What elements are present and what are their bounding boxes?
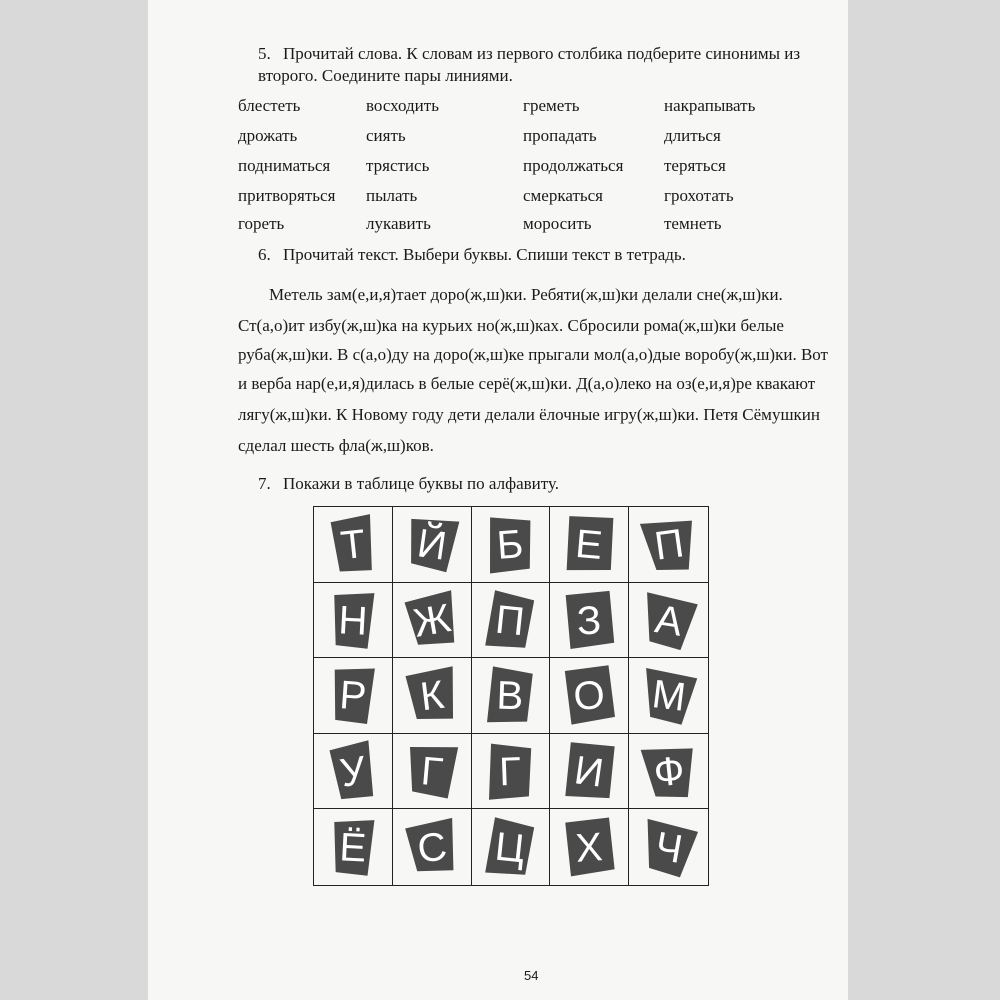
letter-tile — [557, 663, 621, 727]
letter-tile — [478, 815, 542, 879]
synonym-word: смеркаться — [523, 186, 604, 205]
letter-tile — [321, 512, 385, 576]
synonym-word: пропадать — [523, 126, 597, 145]
letter-tile — [400, 815, 464, 879]
letter-tile — [321, 739, 385, 803]
letter-tile — [637, 663, 701, 727]
tile-letter: Т — [338, 522, 368, 569]
letter-tile — [637, 739, 701, 803]
tile-letter: П — [493, 597, 527, 645]
synonym-word: пылать — [366, 186, 418, 205]
letter-tile — [321, 663, 385, 727]
tile-letter: И — [571, 748, 607, 796]
letter-cell[interactable] — [314, 734, 393, 810]
letter-cell[interactable] — [550, 809, 629, 885]
letter-cell[interactable] — [550, 734, 629, 810]
synonym-word: сиять — [366, 126, 406, 145]
letter-tile — [478, 663, 542, 727]
letter-cell[interactable] — [472, 583, 551, 659]
synonym-word: моросить — [523, 214, 592, 233]
task7-title: Покажи в таблице буквы по алфавиту. — [283, 474, 560, 493]
tile-letter: С — [414, 824, 450, 872]
letter-cell[interactable] — [472, 809, 551, 885]
tile-letter: Ж — [409, 596, 454, 646]
task5-line1: Прочитай слова. К словам из первого столбика подберите синонимы из — [283, 44, 801, 63]
task5-line2: второго. Соедините пары линиями. — [258, 66, 513, 85]
tile-letter: Р — [337, 673, 368, 720]
tile-letter: М — [649, 672, 688, 721]
letter-tile — [400, 739, 464, 803]
letter-cell[interactable] — [393, 507, 472, 583]
synonym-word: накрапывать — [664, 96, 756, 115]
synonym-word: лукавить — [366, 214, 431, 233]
letter-cell[interactable] — [629, 507, 708, 583]
task6-title: Прочитай текст. Выбери буквы. Спиши текст в тетрадь. — [283, 245, 686, 264]
letter-tile — [557, 739, 621, 803]
letter-tile — [478, 739, 542, 803]
letter-tile — [321, 588, 385, 652]
letter-cell[interactable] — [472, 507, 551, 583]
letter-cell[interactable] — [314, 658, 393, 734]
letter-table — [313, 506, 709, 886]
synonym-word: греметь — [523, 96, 580, 115]
text-line: и верба нар(е,и,я)дилась в белые серё(ж,ш)ки. Д(а,о)леко на оз(е,и,я)ре квакают — [238, 374, 816, 393]
tile-letter: Ц — [493, 824, 528, 872]
tile-letter: Ч — [651, 824, 686, 873]
synonym-word: подниматься — [238, 156, 331, 175]
tile-letter: П — [651, 521, 687, 570]
letter-cell[interactable] — [393, 583, 472, 659]
tile-letter: Ф — [651, 748, 687, 796]
page-number: 54 — [524, 968, 539, 983]
letter-tile — [400, 663, 464, 727]
tile-letter: Ё — [338, 825, 368, 871]
letter-cell[interactable] — [629, 583, 708, 659]
tile-letter: Г — [418, 749, 445, 795]
synonym-word: теряться — [664, 156, 726, 175]
tile-letter: З — [576, 598, 603, 644]
synonym-word: блестеть — [238, 96, 301, 115]
letter-tile — [637, 588, 701, 652]
letter-cell[interactable] — [472, 658, 551, 734]
letter-tile — [478, 512, 542, 576]
task7-number: 7. — [258, 474, 271, 493]
letter-tile — [637, 815, 701, 879]
synonym-word: притворяться — [238, 186, 336, 205]
synonym-word: восходить — [366, 96, 439, 115]
tile-letter: У — [337, 748, 370, 796]
synonym-word: гореть — [238, 214, 285, 233]
letter-tile — [557, 815, 621, 879]
letter-tile — [557, 588, 621, 652]
tile-letter: Н — [337, 598, 369, 644]
synonym-word: дрожать — [238, 126, 298, 145]
letter-cell[interactable] — [629, 734, 708, 810]
letter-tile — [478, 588, 542, 652]
synonym-word: трястись — [366, 156, 430, 175]
letter-cell[interactable] — [629, 809, 708, 885]
letter-cell[interactable] — [550, 658, 629, 734]
task6-number: 6. — [258, 245, 271, 264]
task5-number: 5. — [258, 44, 271, 63]
synonym-word: продолжаться — [523, 156, 624, 175]
tile-letter: Г — [498, 749, 523, 795]
letter-tile — [400, 588, 464, 652]
tile-letter: Е — [573, 522, 605, 569]
tile-letter: Й — [414, 521, 449, 570]
letter-cell[interactable] — [314, 809, 393, 885]
tile-letter: А — [651, 597, 686, 645]
letter-cell[interactable] — [472, 734, 551, 810]
letter-cell[interactable] — [629, 658, 708, 734]
letter-cell[interactable] — [393, 658, 472, 734]
synonym-word: длиться — [664, 126, 721, 145]
tile-letter: Х — [574, 825, 605, 872]
tile-letter: В — [496, 674, 525, 719]
letter-cell[interactable] — [393, 809, 472, 885]
text-line: руба(ж,ш)ки. В с(а,о)ду на доро(ж,ш)ке прыгали мол(а,о)дые воробу(ж,ш)ки. Вот — [238, 345, 828, 364]
synonym-word: темнеть — [664, 214, 722, 233]
text-line: Ст(а,о)ит избу(ж,ш)ка на курьих но(ж,ш)ках. Сбросили рома(ж,ш)ки белые — [238, 316, 784, 335]
text-line: сделал шесть фла(ж,ш)ков. — [238, 436, 434, 455]
letter-cell[interactable] — [314, 583, 393, 659]
letter-cell[interactable] — [393, 734, 472, 810]
tile-letter: О — [571, 673, 607, 720]
synonym-word: грохотать — [664, 186, 734, 205]
letter-tile — [321, 815, 385, 879]
letter-cell[interactable] — [314, 507, 393, 583]
letter-tile — [557, 512, 621, 576]
text-line: лягу(ж,ш)ки. К Новому году дети делали ёлочные игру(ж,ш)ки. Петя Сёмушкин — [238, 405, 820, 424]
text-line: Метель зам(е,и,я)тает доро(ж,ш)ки. Ребяти(ж,ш)ки делали сне(ж,ш)ки. — [269, 285, 783, 304]
letter-tile — [400, 512, 464, 576]
letter-cell[interactable] — [550, 507, 629, 583]
letter-tile — [637, 512, 701, 576]
letter-cell[interactable] — [550, 583, 629, 659]
tile-letter: К — [417, 673, 447, 720]
tile-letter: Б — [495, 522, 526, 569]
